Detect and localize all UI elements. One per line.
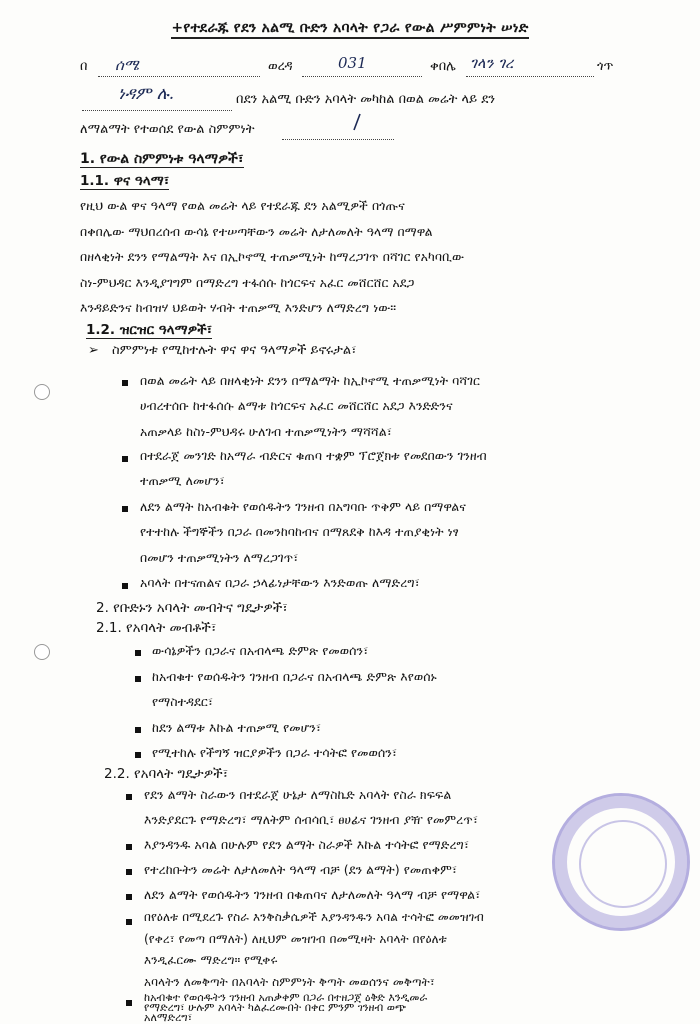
right-1: ውሳኔዎችን በጋራና በአብላጫ ድምጽ የመወሰን፣ — [152, 643, 369, 658]
bullet-line: (የቀረ፣ የመጣ በማለት) ለዚህም መዝገብ በመሚዛት አባላት በየዕለቱ — [144, 931, 447, 946]
kebele-label: ቀበሌ — [430, 59, 456, 74]
para-line: የዚህ ውል ዋና ዓላማ የወል መሬት ላይ የተደራጁ ደን አልሚዎች በጎጡና — [80, 198, 405, 213]
square-bullet-icon — [126, 869, 132, 875]
handwritten-name: ነዳም ሉ. — [118, 84, 175, 104]
bullet-line: በወል መሬት ላይ በዘላቂነት ደንን በማልማት ከኢኮኖሚ ተጠቃሚነት ባሻገር — [140, 373, 480, 388]
square-bullet-icon — [135, 650, 141, 656]
bullet-line: የማስተዳደር፣ — [152, 694, 214, 710]
section12-heading: 1.2. ዝርዝር ዓላማዎች፣ — [86, 322, 213, 338]
objective-bullet-3 — [140, 494, 625, 570]
square-bullet-icon — [126, 894, 132, 900]
got-label: ጎጥ — [597, 59, 614, 74]
right-4: የሚተከሉ የችግኝ ዝርያዎችን በጋራ ተሳትፎ የመወሰን፣ — [152, 745, 398, 760]
bullet-line: ከአብቁተ የወሰዱትን ገንዘብ በጋራና በአብላጫ ድምጽ እየወሰኑ — [152, 669, 437, 684]
section1-heading: 1. የውል ስምምነቱ ዓላማዎች፣ — [80, 151, 244, 167]
punch-hole — [34, 384, 50, 400]
handwritten-kebele: ገላን ገረ — [470, 54, 514, 72]
duty-3: የተረከቡትን መሬት ለታለመለት ዓላማ ብቻ (ደን ልማት) የመጠቀም፣ — [144, 862, 458, 877]
header-prefix: በ — [80, 59, 88, 74]
line3-blank — [282, 139, 394, 140]
bullet-line: እንዲፈርሙ ማድረግ። የሚቀሩ — [144, 953, 278, 967]
document-title: +የተደራጁ የደን አልሚ ቡድን አባላት የጋራ የውል ሥምምነት ሠነድ — [0, 20, 700, 36]
para-line: በዘላቂነት ደንን የማልማት እና በኢኮኖሚ ተጠቃሚነት ከማረጋገጥ በሻገር የአካባቢው — [80, 249, 465, 265]
square-bullet-icon — [126, 1000, 132, 1006]
duty-4: ለደን ልማት የወሰዱትን ገንዘብ በቁጠባና ለታለመለት ዓላማ ብቻ የማዋል፣ — [144, 887, 481, 902]
bullet-line: በተደራጀ መንገድ ከአማራ ብድርና ቁጠባ ተቋም ፕሮጀክቱ የመደበውን ገንዘብ — [140, 448, 487, 463]
section21-heading: 2.1. የአባላት መብቶች፣ — [96, 620, 217, 636]
square-bullet-icon — [122, 506, 128, 512]
para-line: ስነ-ምህዳር እንዲያገግም በማድረግ ተፋሰሱ ከጎርፍና አፈር መሸርሸር አደጋ — [80, 274, 415, 290]
bullet-line: በመሆን ተጠቃሚነትን ለማረጋገጥ፣ — [140, 549, 299, 565]
square-bullet-icon — [122, 583, 128, 589]
section11-paragraph — [80, 193, 620, 321]
name-blank — [82, 110, 232, 111]
woreda-label: ወረዳ — [268, 59, 293, 74]
section22-heading: 2.2. የአባላት ግዴታዎች፣ — [104, 766, 229, 782]
bullet-line: የደን ልማት ስራውን በተደራጀ ሁኔታ ለማስኬድ አባላት የስራ ክፍፍል — [144, 787, 452, 802]
handwritten-slash-mark — [350, 112, 364, 132]
woreda-blank — [302, 76, 422, 77]
right-2 — [152, 664, 622, 715]
bullet-line: ለደን ልማት ከአብቁት የወሰዱትን ገንዘብ በአግባቡ ጥቅም ላይ በማዋልና — [140, 499, 466, 514]
bullet-line: እንድያደርጉ የማድረግ፣ ማለትም ሰብሳቢ፣ ፀሀፊና ገንዘብ ያዥ የመምረጥ፣ — [144, 812, 478, 828]
square-bullet-icon — [122, 456, 128, 462]
square-bullet-icon — [135, 676, 141, 682]
duty-2: እያንዳንዱ አባል በሁሉም የደን ልማት ስራዎች እኩል ተሳትፎ የማድረግ፣ — [144, 837, 469, 852]
punch-hole — [34, 644, 50, 660]
section12-intro: ስምምነቱ የሚከተሉት ዋና ዋና ዓላማዎች ይኖሩታል፣ — [112, 343, 357, 358]
bullet-line: ሀብረተሰቡ ከተፋሰሱ ልማቱ ከጎርፍና አፈር መሸርሸር አደጋ እንድድንና — [140, 398, 453, 414]
handwritten-woreda: 031 — [338, 54, 367, 72]
square-bullet-icon — [135, 752, 141, 758]
bullet-line: አባላትን ለመቅጣት በአባላት ስምምነት ቅጣት መወሰንና መቅጣት፣ — [144, 974, 435, 989]
bullet-line: ተጠቃሚ ለመሆን፣ — [140, 473, 225, 489]
square-bullet-icon — [126, 844, 132, 850]
square-bullet-icon — [135, 727, 141, 733]
objective-bullet-1 — [140, 368, 625, 444]
bullet-line: ከአብቁተ የወሰዱትን ገንዘብ አጠቃቀም በጋራ በተዘጋጀ ዕቅድ እንዲመራ — [144, 991, 428, 1004]
arrow-bullet-icon: ➢ — [88, 343, 99, 358]
square-bullet-icon — [126, 794, 132, 800]
region-blank — [98, 76, 260, 77]
para-line: እንዳይድንና ከብዝሃ ህይወት ሃብት ተጠቃሚ እንድሆን ለማድረግ ነው። — [80, 300, 397, 316]
bullet-line: የተተከሉ ችግኞችን በጋራ በመንከባከብና በማጸደቅ ከእዳ ተጠያቂነት ነፃ — [140, 524, 459, 540]
right-3: ከደን ልማቱ እኩል ተጠቃሚ የመሆን፣ — [152, 720, 322, 735]
bullet-line: በየዕለቱ በሚደረጉ የስራ እንቅስቃሴዎች እያንዳንዱን አባል ተሳትፎ መመዝገብ — [144, 910, 484, 924]
square-bullet-icon — [126, 919, 132, 925]
bullet-line: አጠቃላይ ከስነ-ምህዳሩ ሁለገብ ተጠቃሚነትን ማሻሻል፣ — [140, 423, 392, 439]
section11-heading: 1.1. ዋና ዓላማ፣ — [80, 173, 170, 189]
bullet-line: የማድረግ፣ ሁሉም አባላት ካልፈረሙበት በቀር ምንም ገንዘብ ወጭ — [144, 1001, 407, 1014]
stamp-inner-ring — [579, 820, 667, 908]
objective-bullet-2 — [140, 443, 625, 494]
header-line3: ለማልማት የተወሰደ የውል ስምምነት — [80, 122, 255, 137]
section2-heading: 2. የቡድኑን አባላት መብትና ግዴታዎች፣ — [96, 600, 288, 616]
official-stamp — [552, 793, 690, 931]
para-line: በቀበሌው ማህበረሰብ ውሳኔ የተሠጣቸውን መሬት ለታለመለት ዓላማ በማዋል — [80, 223, 433, 239]
objective-bullet-4: አባላት በተናጠልና በጋራ ኃላፊነታቸውን እንድወጡ ለማድረግ፣ — [140, 575, 420, 590]
duty-5 — [144, 907, 624, 993]
duty-6 — [144, 993, 624, 1023]
header-between: በደን አልሚ ቡድን አባላት መካከል በወል መሬት ላይ ደን — [236, 92, 496, 107]
duty-1 — [144, 782, 624, 833]
kebele-blank — [466, 76, 594, 77]
square-bullet-icon — [122, 380, 128, 386]
handwritten-region: ሰሜ — [115, 56, 140, 74]
bullet-line: አለማድረግ፣ — [144, 1011, 193, 1024]
